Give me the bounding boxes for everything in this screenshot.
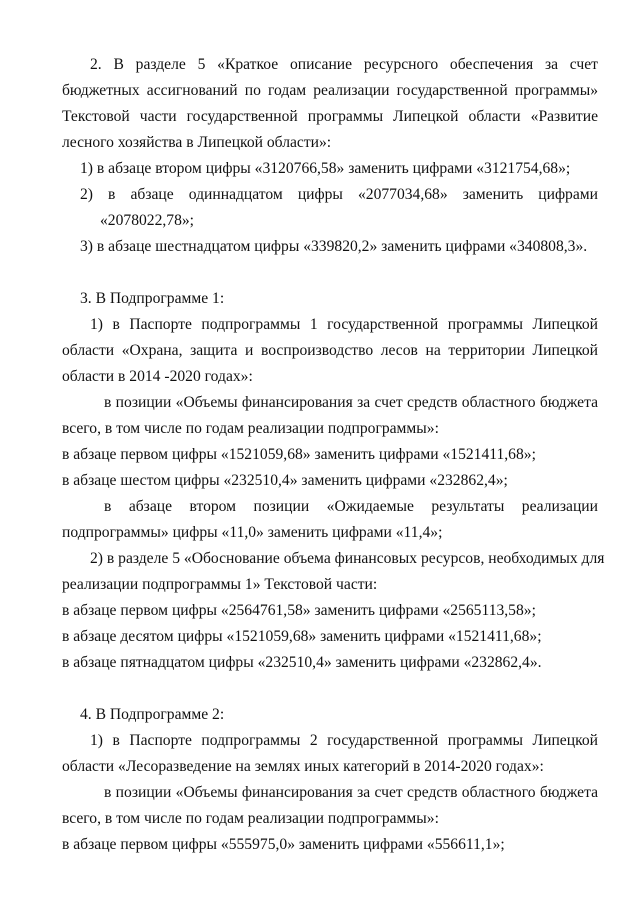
paragraph-line: 1) в Паспорте подпрограммы 2 государственной программы Липецкой [90,732,598,749]
paragraph-line: Текстовой части государственной программы Липецкой области «Развитие [62,108,598,125]
paragraph-line: области «Лесоразведение на землях иных категорий в 2014-2020 годах»: [62,758,544,775]
paragraph-line: всего, в том числе по годам реализации подпрограммы»: [62,420,439,437]
paragraph-line: в абзаце шестом цифры «232510,4» заменить цифрами «232862,4»; [62,472,508,489]
paragraph-line: 1) в Паспорте подпрограммы 1 государственной программы Липецкой [90,316,598,333]
list-item: 1) в абзаце втором цифры «3120766,58» заменить цифрами «3121754,68»; [80,160,571,177]
paragraph-line: реализации подпрограммы 1» Текстовой части: [62,576,378,593]
paragraph-line: в позиции «Объемы финансирования за счет средств областного бюджета [104,784,598,801]
paragraph-line: в позиции «Объемы финансирования за счет средств областного бюджета [104,394,598,411]
section-heading: 3. В Подпрограмме 1: [80,290,225,307]
paragraph-line: лесного хозяйства в Липецкой области»: [62,134,332,151]
paragraph-line: бюджетных ассигнований по годам реализации государственной программы» [62,82,598,99]
paragraph-line: в абзаце десятом цифры «1521059,68» заменить цифрами «1521411,68»; [62,628,542,645]
paragraph-line: подпрограммы» цифры «11,0» заменить цифрами «11,4»; [62,524,443,541]
list-item-continuation: «2078022,78»; [100,212,194,229]
paragraph-line: в абзаце втором позиции «Ожидаемые результаты реализации [104,498,598,515]
paragraph-line: в абзаце первом цифры «2564761,58» заменить цифрами «2565113,58»; [62,602,536,619]
paragraph-line: 2. В разделе 5 «Краткое описание ресурсного обеспечения за счет [90,56,598,73]
paragraph-line: в абзаце первом цифры «1521059,68» заменить цифрами «1521411,68»; [62,446,536,463]
paragraph-line: всего, в том числе по годам реализации подпрограммы»: [62,810,439,827]
paragraph-line: 2) в разделе 5 «Обоснование объема финансовых ресурсов, необходимых для [90,550,605,567]
paragraph-line: области «Охрана, защита и воспроизводство лесов на территории Липецкой [62,342,598,359]
paragraph-line: области в 2014 -2020 годах»: [62,368,253,385]
paragraph-line: в абзаце пятнадцатом цифры «232510,4» заменить цифрами «232862,4». [62,654,542,671]
list-item: 3) в абзаце шестнадцатом цифры «339820,2» заменить цифрами «340808,3». [80,238,588,255]
list-item: 2) в абзаце одиннадцатом цифры «2077034,68» заменить цифрами [80,186,598,203]
section-heading: 4. В Подпрограмме 2: [80,706,225,723]
paragraph-line: в абзаце первом цифры «555975,0» заменить цифрами «556611,1»; [62,836,505,853]
